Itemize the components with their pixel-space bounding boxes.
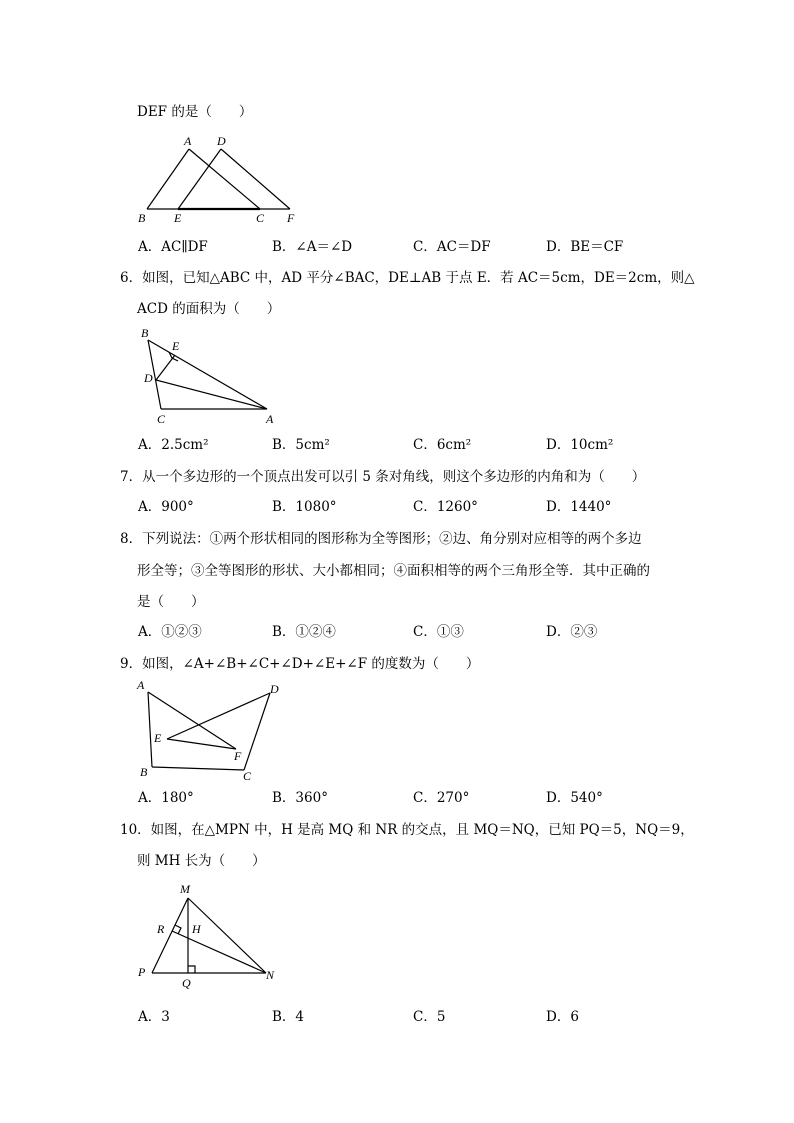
q6-label-c: C [157,412,166,426]
q10-label-n: N [266,968,275,982]
q5-label-e: E [174,211,182,225]
q9-option-a[interactable]: A．180° [138,790,194,806]
q6-option-d[interactable]: D．10cm² [546,437,614,453]
q10-label-p: P [138,965,146,979]
q5-option-d[interactable]: D．BE＝CF [546,239,624,255]
q7-option-b[interactable]: B．1080° [272,499,337,515]
q9-label-f: F [234,749,242,763]
q10-stem-line2: 则 MH 长为（ ） [137,853,266,869]
q5-option-a[interactable]: A．AC∥DF [138,239,208,255]
q8-stem-line2: 形全等；③全等图形的形状、大小都相同；④面积相等的两个三角形全等．其中正确的 [137,563,650,579]
q10-option-d[interactable]: D．6 [546,1009,579,1025]
q10-label-r: R [157,922,165,936]
q6-option-a[interactable]: A．2.5cm² [138,437,209,453]
q9-label-c: C [243,769,252,783]
q6-stem-line2: ACD 的面积为（ ） [137,301,281,317]
q10-label-m: M [180,882,190,896]
q7-option-c[interactable]: C．1260° [413,499,478,515]
q5-figure [130,128,310,228]
q10-option-a[interactable]: A．3 [138,1009,170,1025]
q5-option-b[interactable]: B．∠A＝∠D [272,239,353,255]
q10-line-rn [172,931,266,973]
q6-label-a: A [266,412,274,426]
q5-label-c: C [256,211,265,225]
q5-option-c[interactable]: C．AC＝DF [413,239,491,255]
q9-line-bc [152,767,244,770]
q5-label-b: B [138,211,146,225]
q9-line-ef [167,739,236,749]
q9-label-d: D [270,682,279,696]
q6-option-b[interactable]: B．5cm² [272,437,330,453]
q5-line-ba [147,149,189,209]
q9-label-e: E [154,731,162,745]
q10-label-q: Q [182,976,191,990]
q8-stem-line1: 8．下列说法：①两个形状相同的图形称为全等图形；②边、角分别对应相等的两个多边 [120,531,642,547]
q5-label-a: A [184,134,192,148]
q5-label-d: D [217,134,226,148]
q6-label-e: E [172,339,180,353]
q10-stem-line1: 10．如图，在△MPN 中，H 是高 MQ 和 NR 的交点，且 MQ＝NQ，已知 PQ＝5，NQ＝9， [120,822,694,838]
q8-option-b[interactable]: B．①②④ [272,624,336,640]
q6-option-c[interactable]: C．6cm² [413,437,472,453]
q5-line-df [221,149,290,209]
q6-line-ba [148,340,267,409]
q10-option-c[interactable]: C．5 [413,1009,446,1025]
q6-stem-line1: 6．如图，已知△ABC 中，AD 平分∠BAC，DE⊥AB 于点 E．若 AC＝5cm，DE＝2cm，则△ [120,270,695,286]
q10-figure [132,878,292,993]
q10-label-h: H [192,922,201,936]
q5-label-f: F [287,211,295,225]
q9-line-ab [148,692,152,767]
q9-line-cd [244,693,270,770]
q10-option-b[interactable]: B．4 [272,1009,305,1025]
q8-stem-line3: 是（ ） [137,594,205,610]
q5-stem-tail: DEF 的是（ ） [137,104,253,120]
q8-option-a[interactable]: A．①②③ [138,624,202,640]
q9-option-c[interactable]: C．270° [413,790,470,806]
q9-option-b[interactable]: B．360° [272,790,328,806]
q9-option-d[interactable]: D．540° [546,790,603,806]
q9-label-a: A [137,678,145,692]
q8-option-c[interactable]: C．①③ [413,624,464,640]
q6-label-b: B [141,326,149,340]
q9-stem-line1: 9．如图，∠A+∠B+∠C+∠D+∠E+∠F 的度数为（ ） [120,656,480,672]
q9-figure [132,677,292,787]
q6-line-de [156,355,175,380]
q7-option-a[interactable]: A．900° [138,499,194,515]
q7-option-d[interactable]: D．1440° [546,499,612,515]
q10-right-angle-mark-q [188,966,195,973]
q6-figure [135,325,285,430]
q7-stem-line1: 7．从一个多边形的一个顶点出发可以引 5 条对角线，则这个多边形的内角和为（ ） [120,469,646,485]
q8-option-d[interactable]: D．②③ [546,624,598,640]
q6-line-da [156,380,267,409]
q9-line-de [167,693,270,739]
q9-label-b: B [140,765,148,779]
q6-label-d: D [144,371,153,385]
